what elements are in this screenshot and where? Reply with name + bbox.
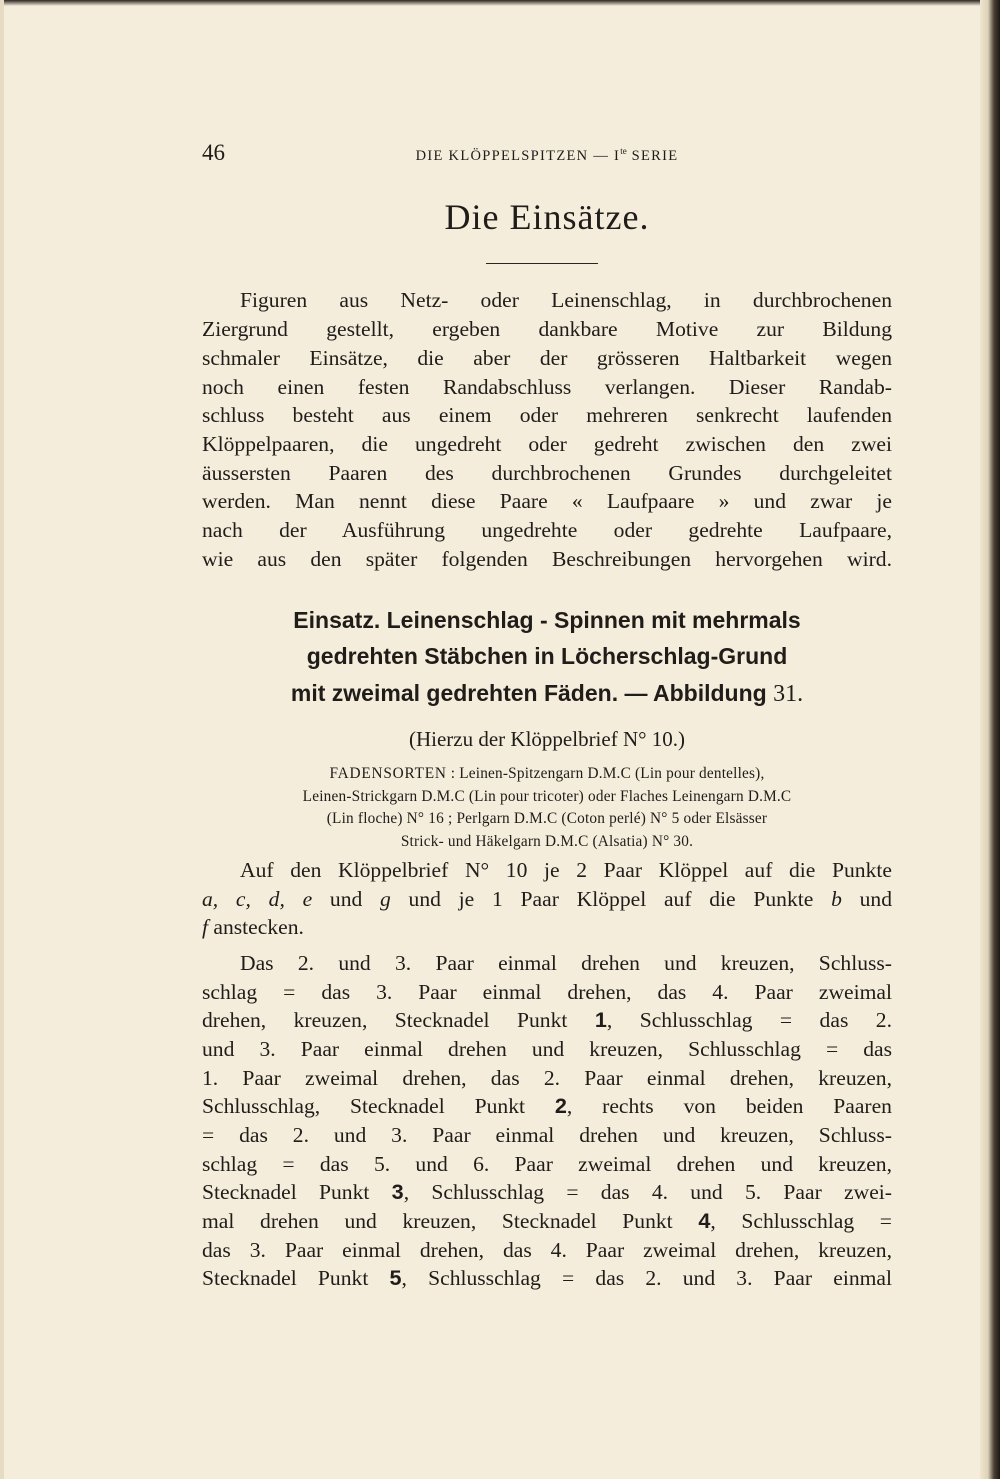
intro-line: Ziergrund gestellt, ergeben dankbare Motive zur Bildung: [202, 317, 892, 341]
thread-types-text: : Leinen-Spitzengarn D.M.C (Lin pour dentelles),: [446, 765, 765, 782]
instruction-line: [202, 885, 892, 914]
instruction-line: = das 2. und 3. Paar einmal drehen und kreuzen, Schluss-: [202, 1123, 892, 1147]
intro-line: nach der Ausführung ungedrehte oder gedrehte Laufpaare,: [202, 518, 892, 542]
section-title: Die Einsätze.: [444, 197, 650, 237]
instruction-text: und je 1 Paar Klöppel auf die Punkte: [390, 887, 832, 911]
subheading-text: mit zweimal gedrehten Fäden. — Abbildung: [290, 680, 774, 706]
thread-types-line: Leinen-Strickgarn D.M.C (Lin pour tricoter) oder Flaches Leinengarn D.M.C: [302, 787, 792, 805]
running-title-sup: te: [620, 146, 627, 156]
instruction-line: [202, 1092, 892, 1121]
intro-line: werden. Man nennt diese Paare « Laufpaare » und zwar je: [202, 489, 892, 513]
intro-line: schmaler Einsätze, die aber der grösseren Haltbarkeit wegen: [202, 346, 892, 370]
page-number: 46: [202, 140, 225, 165]
thread-types-line: [202, 763, 892, 786]
instruction-line: [202, 1006, 892, 1035]
intro-line: Klöppelpaaren, die ungedreht oder gedreht zwischen den zwei: [202, 432, 892, 456]
instruction-line: [202, 1207, 892, 1236]
pin-point-number: 2: [554, 1093, 567, 1118]
subheading-line: gedrehten Stäbchen in Löcherschlag-Grund: [306, 643, 788, 669]
running-title: [202, 146, 892, 165]
instruction-text: , Schlusschlag = das 4. und 5. Paar zwei-: [403, 1180, 892, 1204]
subheading-line: [202, 675, 892, 713]
pin-point-number: 5: [389, 1265, 402, 1290]
point-letter: g: [380, 887, 391, 911]
instruction-text: und: [312, 887, 381, 911]
pin-point-number: 3: [391, 1179, 404, 1204]
page-edge-top: [0, 0, 1000, 6]
running-head: [202, 140, 892, 174]
thread-types: [202, 763, 892, 853]
instruction-text: Stecknadel Punkt: [202, 1266, 390, 1290]
thread-types-line: (Lin floche) N° 16 ; Perlgarn D.M.C (Coton perlé) N° 5 oder Elsässer: [326, 810, 768, 828]
title-rule: [486, 263, 598, 264]
reference-note: (Hierzu der Klöppelbrief N° 10.): [408, 727, 686, 751]
instruction-text: anstecken.: [208, 915, 304, 939]
instruction-line: [202, 1178, 892, 1207]
instruction-text: , Schlusschlag = das 2.: [606, 1008, 892, 1032]
intro-line: Figuren aus Netz- oder Leinenschlag, in durchbrochenen: [240, 288, 892, 312]
intro-line: äussersten Paaren des durchbrochenen Grundes durchgeleitet: [202, 461, 892, 485]
instruction-line: und 3. Paar einmal drehen und kreuzen, Schlusschlag = das: [202, 1037, 892, 1061]
thread-types-line: Strick- und Häkelgarn D.M.C (Alsatia) N° 30.: [400, 832, 694, 850]
instruction-line: Das 2. und 3. Paar einmal drehen und kreuzen, Schluss-: [240, 951, 892, 975]
intro-line: schluss besteht aus einem oder mehreren senkrecht laufenden: [202, 403, 892, 427]
instruction-text: , Schlusschlag =: [710, 1209, 892, 1233]
running-title-end: SERIE: [626, 147, 679, 164]
instruction-text: , rechts von beiden Paaren: [566, 1094, 892, 1118]
subheading-line: Einsatz. Leinenschlag - Spinnen mit mehrmals: [293, 607, 801, 633]
page-edge-right: [980, 0, 1000, 1479]
figure-number: 31.: [773, 681, 804, 707]
running-title-text: DIE KLÖPPELSPITZEN — I: [415, 147, 621, 164]
instruction-line: [202, 913, 892, 942]
instruction-line: 1. Paar zweimal drehen, das 2. Paar einmal drehen, kreuzen,: [202, 1066, 892, 1090]
point-letter: f: [202, 915, 208, 939]
instruction-line: [202, 1264, 892, 1293]
instruction-line: schlag = das 5. und 6. Paar zweimal drehen und kreuzen,: [202, 1152, 892, 1176]
instruction-line: schlag = das 3. Paar einmal drehen, das 4. Paar zweimal: [202, 980, 892, 1004]
instruction-text: und: [841, 887, 892, 911]
instruction-text: Stecknadel Punkt: [202, 1180, 392, 1204]
intro-line: wie aus den später folgenden Beschreibungen hervorgehen wird.: [202, 547, 892, 571]
intro-line: noch einen festen Randabschluss verlangen. Dieser Randab-: [202, 375, 892, 399]
instruction-text: , Schlusschlag = das 2. und 3. Paar einmal: [401, 1266, 892, 1290]
point-letter: b: [831, 887, 842, 911]
instruction-text: mal drehen und kreuzen, Stecknadel Punkt: [202, 1209, 699, 1233]
instruction-line: das 3. Paar einmal drehen, das 4. Paar zweimal drehen, kreuzen,: [202, 1238, 892, 1262]
instruction-line: Auf den Klöppelbrief N° 10 je 2 Paar Klöppel auf die Punkte: [240, 858, 892, 882]
instruction-text: drehen, kreuzen, Stecknadel Punkt: [202, 1008, 595, 1032]
point-letters: a, c, d, e: [202, 887, 313, 911]
instruction-text: Schlusschlag, Stecknadel Punkt: [202, 1094, 555, 1118]
pin-point-number: 1: [594, 1007, 607, 1032]
pin-point-number: 4: [698, 1208, 711, 1233]
thread-types-label: FADENSORTEN: [329, 765, 447, 782]
page-edge-left: [0, 0, 4, 1479]
